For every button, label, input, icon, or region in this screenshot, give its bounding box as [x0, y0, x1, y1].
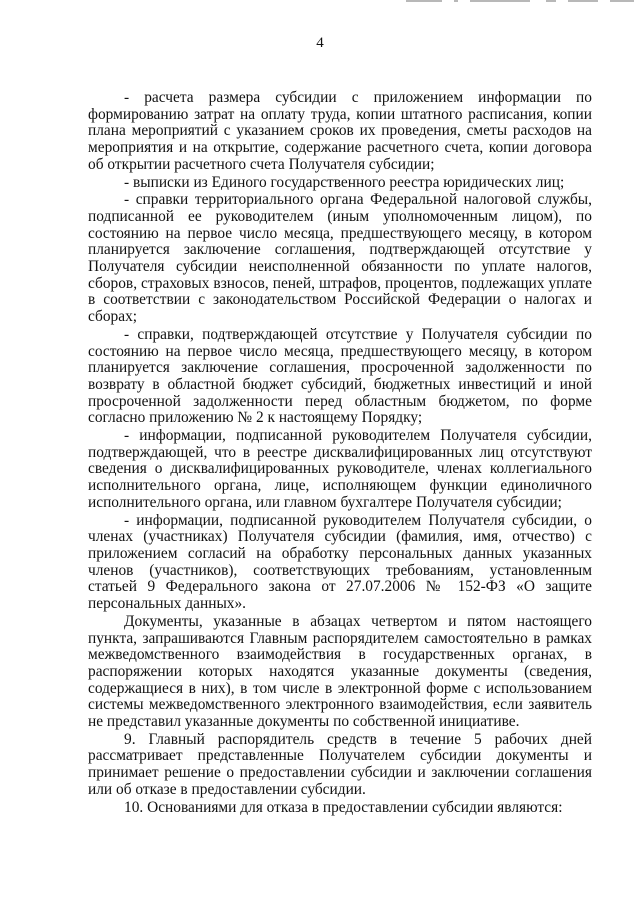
document-body: [88, 90, 592, 816]
page-number: 4: [316, 35, 324, 51]
paragraph-registry-extract: - выписки из Единого государственного реестра юридических лиц;: [124, 173, 565, 191]
scan-edge-marks: [396, 0, 640, 4]
paragraph-calculation-list-item: - расчета размера субсидии с приложением информации по формированию затрат на оплату труда, копии штатного расписания, копии плана мероприятий с указанием сроков их проведения, сметы расходов на мероприятия и на открытие, содержание расчетного счета, копии договора об открытии расчетного счета Получателя субсидии;: [88, 89, 592, 173]
paragraph-clause-9: 9. Главный распорядитель средств в течение 5 рабочих дней рассматривает представленные Получателем субсидии документы и принимает решение о предоставлении субсидии и заключении соглашения или об отказе в предоставлении субсидии.: [88, 730, 592, 798]
paragraph-clause-10: 10. Основаниями для отказа в предоставлении субсидии являются:: [124, 798, 563, 816]
paragraph-no-debt-certificate: - справки, подтверждающей отсутствие у Получателя субсидии по состоянию на первое число месяца, предшествующего месяцу, в котором планируется заключение соглашения, просроченной задолженности по возврату в областной бюджет субсидий, бюджетных инвестиций и иной просроченной задолженности перед областным бюджетом, по форме согласно приложению № 2 к настоящему Порядку;: [88, 325, 592, 427]
paragraph-documents-request: Документы, указанные в абзацах четвертом и пятом настоящего пункта, запрашиваются Главным распорядителем самостоятельно в рамках межведомственного взаимодействия в государственных органах, в распоряжении которых находятся указанные документы (сведения, содержащиеся в них), в том числе в электронной форме с использованием системы межведомственного электронного взаимодействия, если заявитель не представил указанные документы по собственной инициативе.: [88, 612, 592, 731]
paragraph-disqualification-info: - информации, подписанной руководителем Получателя субсидии, подтверждающей, что в реестре дисквалифицированных лиц отсутствуют сведения о дисквалифицированных руководителе, членах коллегиального исполнительного органа, лице, исполняющем функции единоличного исполнительного органа, или главном бухгалтере Получателя субсидии;: [88, 427, 592, 511]
paragraph-tax-certificate: - справки территориального органа Федеральной налоговой службы, подписанной ее руководителем (иным уполномоченным лицом), по состоянию на первое число месяца, предшествующего месяцу, в котором планируется заключение соглашения, подтверждающей отсутствие у Получателя субсидии неисполненной обязанности по уплате налогов, сборов, страховых взносов, пеней, штрафов, процентов, подлежащих уплате в соответствии с законодательством Российской Федерации о налогах и сборах;: [88, 191, 592, 326]
paragraph-members-info: - информации, подписанной руководителем Получателя субсидии, о членах (участниках) Получателя субсидии (фамилия, имя, отчество) с приложением согласий на обработку персональных данных указанных членов (участников), соответствующих требованиям, установленным статьей 9 Федерального закона от 27.07.2006 № 152-ФЗ «О защите персональных данных».: [88, 511, 592, 613]
